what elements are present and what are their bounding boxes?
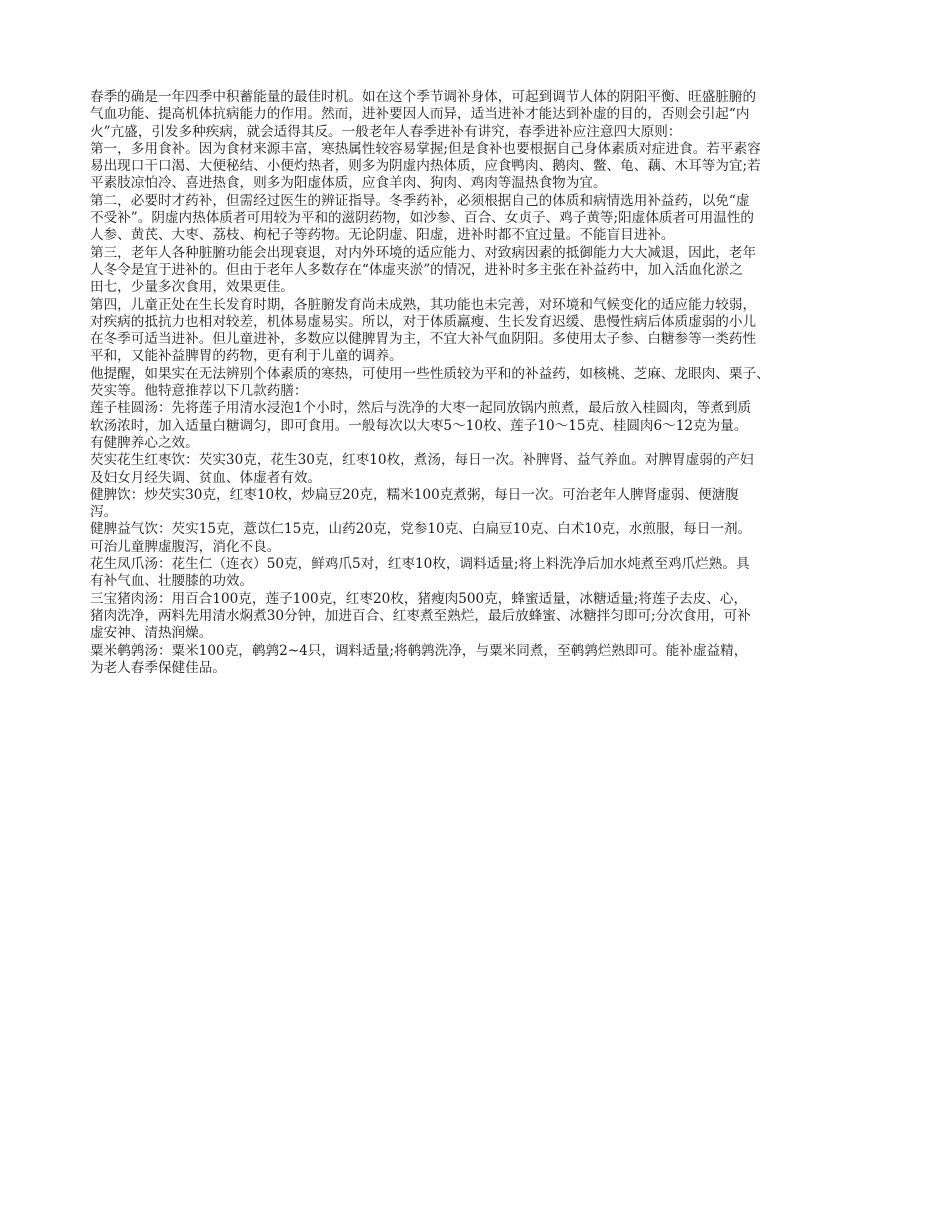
recipe-millet-quail-soup: 粟米鹌鹑汤：粟米100克，鹌鹑2~4只，调料适量;将鹌鹑洗净，与粟米同煮，至鹌鹑烂熟即可。能补虚益精， 为老人春季保健佳品。 xyxy=(90,642,748,676)
paragraph-advice: 他提醒，如果实在无法辨别个体素质的寒热，可使用一些性质较为平和的补益药，如核桃、芝麻、龙眼肉、栗子、 芡实等。他特意推荐以下几款药膳： xyxy=(90,365,770,400)
recipe-peanut-chicken-feet-soup: 花生凤爪汤：花生仁（连衣）50克，鲜鸡爪5对，红枣10枚，调料适量;将上料洗净后加水炖煮至鸡爪烂熟。具 有补气血、壮腰膝的功效。 xyxy=(90,556,750,590)
recipe-spleen-drink: 健脾饮：炒芡实30克，红枣10枚，炒扁豆20克，糯米100克煮粥，每日一次。可治老年人脾肾虚弱、便溏腹 泻。 xyxy=(90,486,739,521)
paragraph-principle-2: 第二，必要时才药补，但需经过医生的辨证指导。冬季药补，必须根据自己的体质和病情选用补益药，以免“虚 不受补”。阴虚内热体质者可用较为平和的滋阴药物，如沙参、百合、女贞子、鸡子黄等;阳虚体质者可用温性的 人参、黄芪、大枣、荔枝、枸杞子等药物。无论阴虚、阳虚，进补时都不宜过量。不能盲目进补。 xyxy=(90,192,755,244)
recipe-euryale-peanut-jujube-drink: 芡实花生红枣饮：芡实30克，花生30克，红枣10枚，煮汤，每日一次。补脾肾、益气养血。对脾胃虚弱的产妇 及妇女月经失调、贫血、体虚者有效。 xyxy=(90,452,754,486)
paragraph-intro: 春季的确是一年四季中积蓄能量的最佳时机。如在这个季节调补身体，可起到调节人体的阴阳平衡、旺盛脏腑的 气血功能、提高机体抗病能力的作用。然而，进补要因人而异，适当进补才能达到补虚的目的，否则会引起“内 火”亢盛，引发多种疾病，就会适得其反。一般老年人春季进补有讲究，春季进补应注意四大原则： xyxy=(90,89,757,140)
paragraph-principle-3: 第三，老年人各种脏腑功能会出现衰退，对内外环境的适应能力、对致病因素的抵御能力大大减退，因此，老年 人冬令是宜于进补的。但由于老年人多数存在“体虚夹淤”的情况，进补时多主张在补益药中，加入活血化淤之 田七，少量多次食用，效果更佳。 xyxy=(90,244,757,296)
paragraph-principle-4: 第四，儿童正处在生长发育时期，各脏腑发育尚未成熟，其功能也未完善，对环境和气候变化的适应能力较弱， 对疾病的抵抗力也相对较差，机体易虚易实。所以，对于体质羸瘦、生长发育迟缓、患慢性病后体质虚弱的小儿 在冬季可适当进补。但儿童进补，多数应以健脾胃为主，不宜大补气血阴阳。多使用太子参、白糖参等一类药性 平和，又能补益脾胃的药物，更有利于儿童的调养。 xyxy=(90,296,757,365)
recipe-three-treasure-pork-soup: 三宝猪肉汤：用百合100克，莲子100克，红枣20枚，猪瘦肉500克，蜂蜜适量，冰糖适量;将莲子去皮、心， 猪肉洗净，两料先用清水焖煮30分钟，加进百合、红枣煮至熟烂，最后放蜂蜜、冰糖拌匀即可;分次食用，可补 虚安神、清热润燥。 xyxy=(90,590,751,642)
recipe-spleen-qi-drink: 健脾益气饮：芡实15克，薏苡仁15克，山药20克，党参10克、白扁豆10克、白术10克，水煎服，每日一剂。 可治儿童脾虚腹泻，消化不良。 xyxy=(90,521,752,555)
recipe-lotus-longan-soup: 莲子桂圆汤：先将莲子用清水浸泡1个小时，然后与洗净的大枣一起同放锅内煎煮，最后放入桂圆肉，等煮到质 软汤浓时，加入适量白糖调匀，即可食用。一般每次以大枣5～10枚、莲子10～15克、桂圆肉6～12克为量。 有健脾养心之效。 xyxy=(90,400,752,451)
document-body xyxy=(90,89,870,677)
paragraph-principle-1: 第一，多用食补。因为食材来源丰富，寒热属性较容易掌握;但是食补也要根据自己身体素质对症进食。若平素容 易出现口干口渴、大便秘结、小便灼热者，则多为阴虚内热体质，应食鸭肉、鹅肉、鳖、龟、藕、木耳等为宜;若 平素肢凉怕冷、喜进热食，则多为阳虚体质，应食羊肉、狗肉、鸡肉等温热食物为宜。 xyxy=(90,140,761,192)
